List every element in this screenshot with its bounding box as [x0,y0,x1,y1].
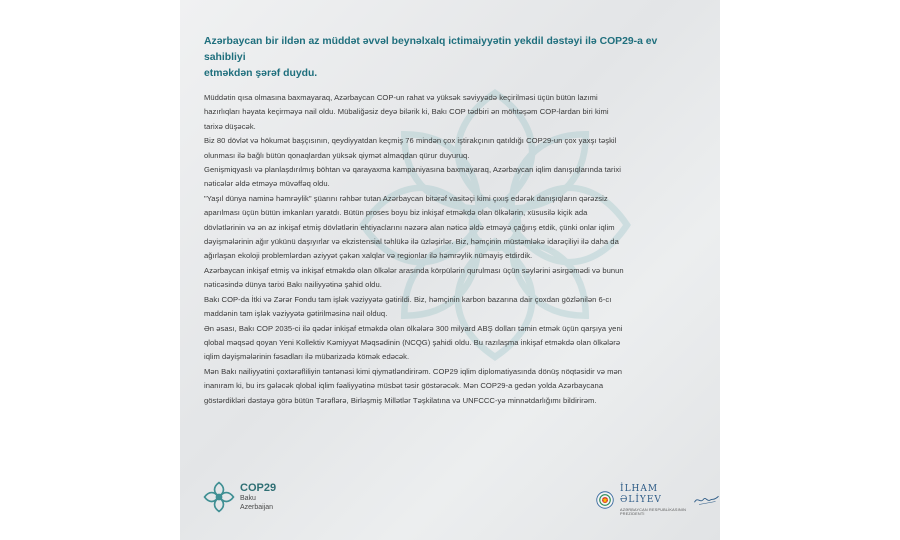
statement-paragraph-3: Genişmiqyaslı və planlaşdırılmış böhtan və qarayaxma kampaniyasına baxmayaraq, Azərbaycan iqlim danışıqlarında tarixi nəticələr əldə etməyə müvəffəq oldu. [204,165,621,189]
statement-paragraph-8: Mən Bakı nailiyyətini çoxtərəfliliyin təntənəsi kimi qiymətləndirirəm. COP29 iqlim diplomatiyasında dönüş nöqtəsidir və mən inanıram ki, bu irs gələcək qlobal iqlim fəaliyyətinə müsbət təsir göstərəcək. Mən COP29-a gedən yolda Azərbaycana göstərdikləri dəstəyə görə bütün Tərəflərə, Birləşmiş Millətlər Təşkilatına və UNFCCC-yə minnətdarlığımı bildirirəm. [204,366,623,405]
handwritten-signature-icon [693,491,720,509]
signature-name: İLHAM ƏLİYEV [620,484,662,505]
statement-paragraph-5: Azərbaycan inkişaf etmiş və inkişaf etməkdə olan ölkələr arasında körpülərin qurulması üçün səylərini əsirgəmədi və bunun nəticəsində dünya tarixi Bakı nailiyyətinə şahid oldu. [204,265,624,290]
statement-headline: Azərbaycan bir ildən az müddət əvvəl beynəlxalq ictimaiyyətin yekdil dəstəyi ilə COP29-a ev sahibliyi etməkdən şərəf duydu. [204,36,658,79]
statement-paragraph-7: Ən əsası, Bakı COP 2035-ci ilə qədər inkişaf etməkdə olan ölkələrə 300 milyard ABŞ dolları təmin etmək üçün qarşıya yeni qlobal məqsəd qoyan Yeni Kollektiv Kəmiyyət Məqsədinin (NCQG) şahidi oldu. Bu razılaşma inkişaf etməkdə olan ölkələrə iqlim dəyişmələrinin fəsadları ilə mübarizədə kömək edəcək. [204,323,623,362]
statement-paragraph-6: Bakı COP-da İtki və Zərər Fondu tam işlək vəziyyətə gətirildi. Biz, həmçinin karbon bazarına dair çoxdan gözlənilən 6-cı maddənin tam işlək vəziyyətə gətirilməsinə nail olduq. [204,294,612,319]
statement-paragraph-1: Müddətin qısa olmasına baxmayaraq, Azərbaycan COP-un rahat və yüksək səviyyədə keçirilməsi üçün bütün lazımi hazırlıqları həyata keçirməyə nail oldu. Mübaliğəsiz deyə bilərik ki, Bakı COP tədbiri ən möhtəşəm COP-lardan biri kimi tarixə düşəcək. [204,93,609,131]
statement-content [204,34,696,408]
presidential-signature-block [596,484,720,516]
state-emblem-icon [596,487,614,513]
cop29-flower-icon [202,480,236,514]
statement-card [180,0,720,540]
signature-title: AZƏRBAYCAN RESPUBLİKASININ PREZİDENTİ [620,508,687,516]
statement-paragraph-2: Biz 80 dövlət və hökumət başçısının, qeydiyyatdan keçmiş 76 mindən çox iştirakçının qatıldığı COP29-un çox yaxşı təşkil olunması ilə bağlı bütün qonaqlardan yüksək qiymət almaqdan qürur duyuruq. [204,136,617,160]
cop29-country: Azerbaijan [240,504,274,511]
cop29-city: Baku [240,495,256,502]
cop29-logo [202,480,276,514]
cop29-title: COP29 [240,482,277,494]
statement-paragraph-4: "Yaşıl dünya naminə həmrəylik" şüarını rəhbər tutan Azərbaycan bitərəf vasitəçi kimi çıxış edərək danışıqların qərəzsiz aparılması üçün bütün imkanları yaratdı. Bütün proses boyu biz inkişaf etməkdə olan ölkələrin, xüsusilə kiçik ada dövlətlərinin və ən az inkişaf etmiş dövlətlərin ehtiyaclarını nəzərə alan nəticə əldə etməyə çağırış etdik, çünki onlar iqlim dəyişmələrinin ağır yükünü daşıyırlar və ekzistensial təhlükə ilə üzləşirlər. Biz, həmçinin müstəmləkə idarəçiliyi ilə daha da ağırlaşan ekoloji problemlərdən əziyyət çəkən xalqlar və regionlar ilə həmrəylik nümayiş etdirdik. [204,193,619,261]
